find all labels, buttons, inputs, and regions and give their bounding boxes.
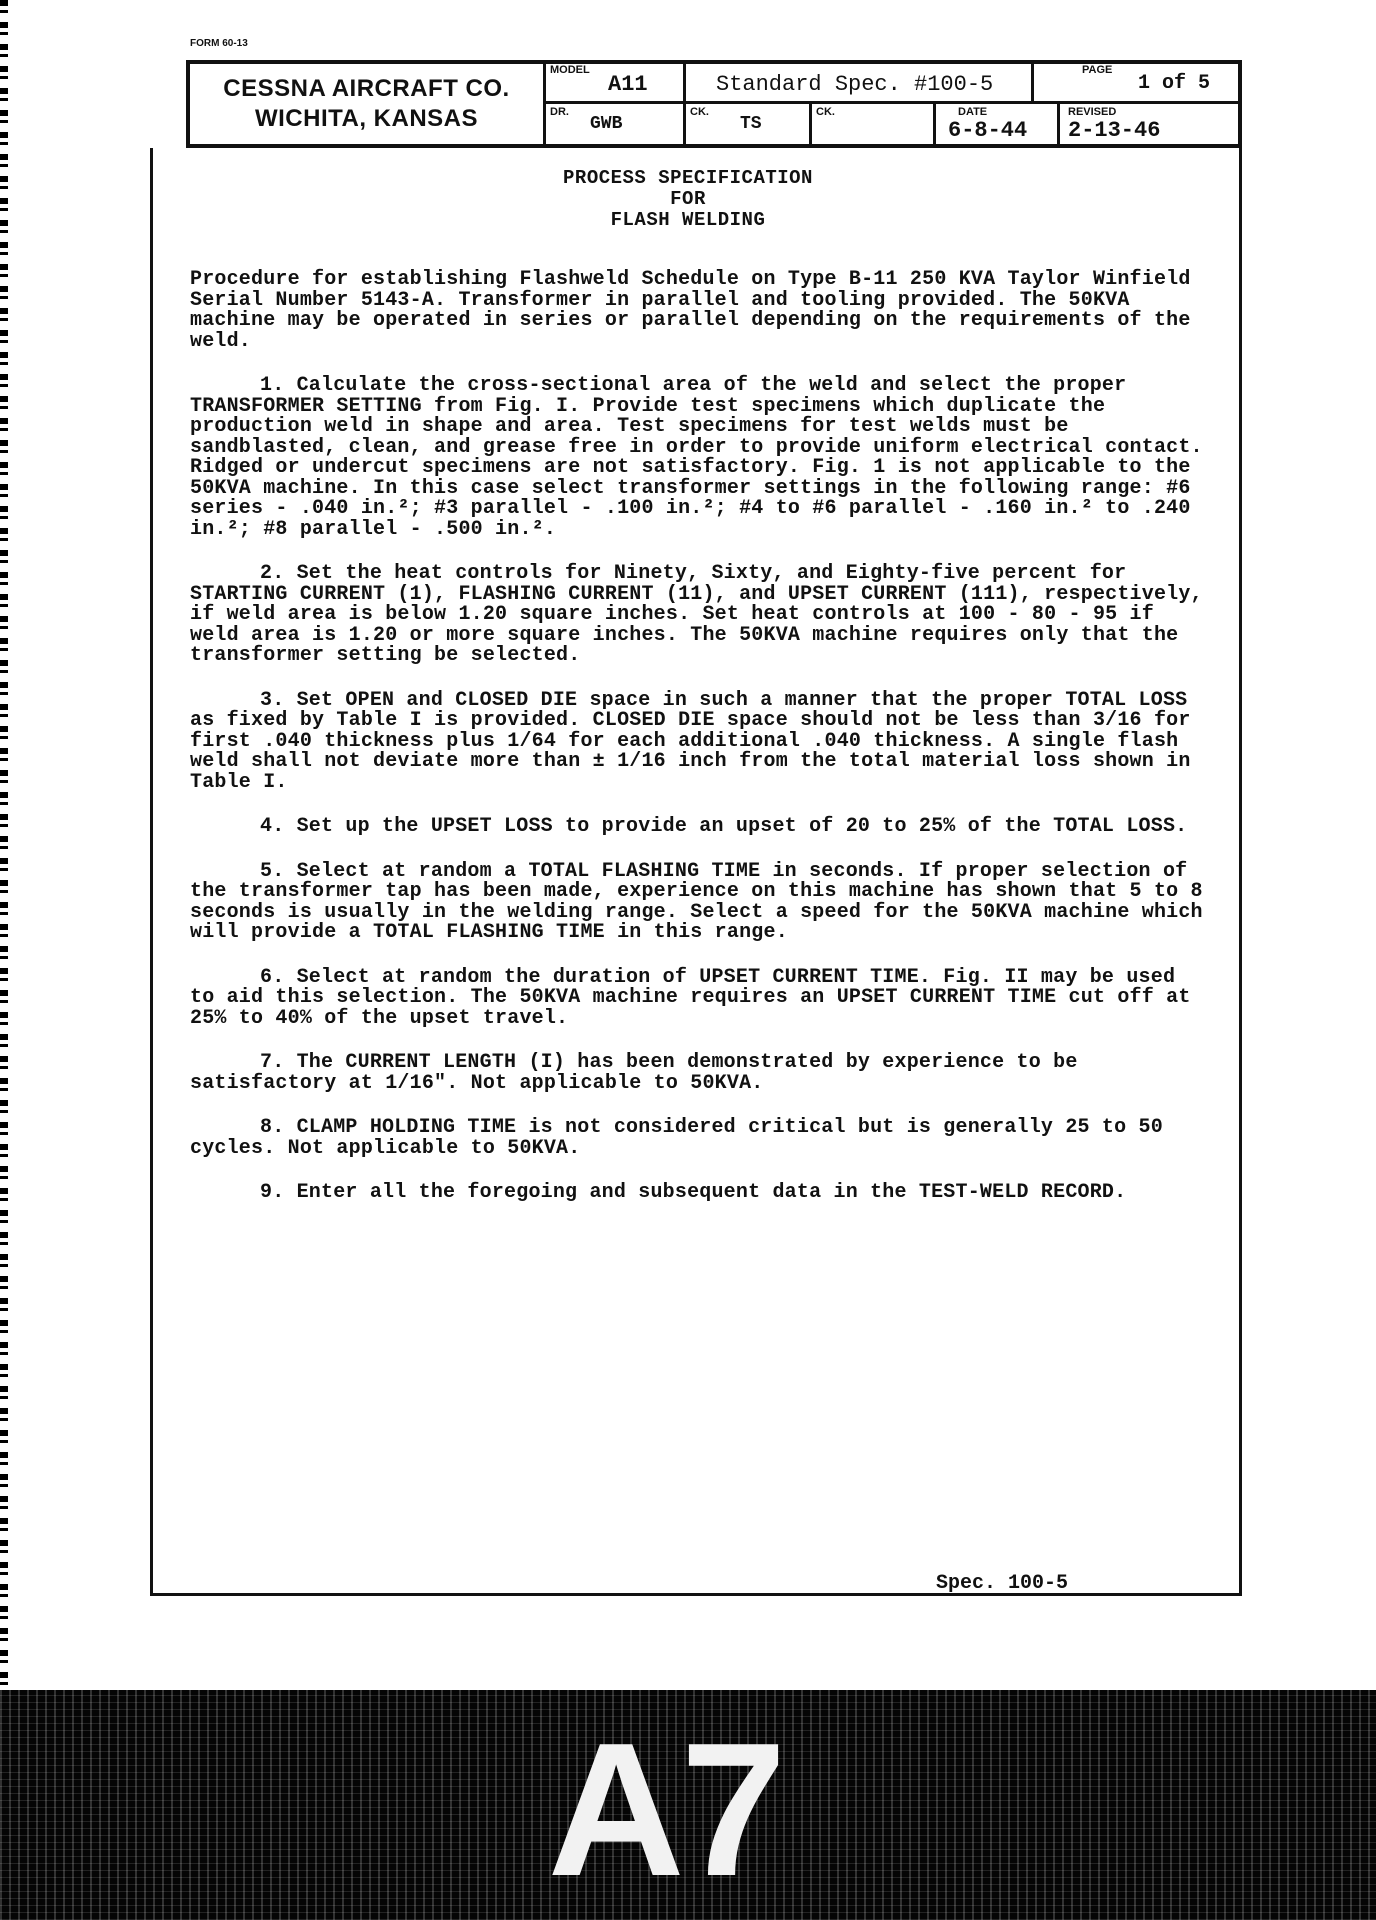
ck1-caption: CK. (690, 106, 709, 118)
drawn-by-cell (546, 104, 686, 144)
revised-value: 2-13-46 (1068, 118, 1161, 143)
revised-cell (1060, 104, 1238, 144)
page-value: 1 of 5 (1138, 72, 1211, 95)
procedure-item-3: 3. Set OPEN and CLOSED DIE space in such a manner that the proper TOTAL LOSS as fixed by Table I is provided. CLOSED DIE space should not be less than 3/16 for first .040 thickness plus 1/64 for each additional .040 thickness. A single flash weld shall not deviate more than ± 1/16 inch from the total material loss shown in Table I. (190, 688, 1191, 794)
page-cell (1034, 64, 1238, 104)
title-block-header (186, 60, 1242, 148)
ck1-value: TS (740, 114, 762, 134)
spec-cell (686, 64, 1034, 104)
dr-caption: DR. (550, 106, 569, 118)
document-body (190, 270, 1210, 1228)
checked-by-cell (686, 104, 812, 144)
company-line1: CESSNA AIRCRAFT CO. (223, 75, 510, 102)
model-cell (546, 64, 686, 104)
company-name (190, 64, 546, 144)
revised-caption: REVISED (1068, 106, 1117, 118)
procedure-item-1: 1. Calculate the cross-sectional area of the weld and select the proper TRANSFORMER SETTING from Fig. I. Provide test specimens which duplicate the production weld in shape and area. Test specimens for test welds must be sandblasted, clean, and grease free in order to provide uniform electrical contact. Ridged or undercut specimens are not satisfactory. Fig. 1 is not applicable to the 50KVA machine. In this case select transformer settings in the following range: #6 series - .040 in.²; #3 parallel - .100 in.²; #4 to #6 parallel - .160 in.² to .240 in.²; #8 parallel - .500 in.². (190, 374, 1203, 541)
procedure-item-5: 5. Select at random a TOTAL FLASHING TIME in seconds. If proper selection of the transformer tap has been made, experience on this machine has shown that 5 to 8 seconds is usually in the welding range. Select a speed for the 50KVA machine which will provide a TOTAL FLASHING TIME in this range. (190, 859, 1203, 944)
model-caption: MODEL (550, 64, 590, 76)
procedure-item-9: 9. Enter all the foregoing and subsequent data in the TEST-WELD RECORD. (260, 1181, 1127, 1204)
document-title (0, 168, 1376, 231)
procedure-item-6: 6. Select at random the duration of UPSET CURRENT TIME. Fig. II may be used to aid this selection. The 50KVA machine requires an UPSET CURRENT TIME cut off at 25% to 40% of the upset travel. (190, 965, 1191, 1030)
date-caption: DATE (958, 106, 988, 118)
spec-footer: Spec. 100-5 (936, 1572, 1069, 1595)
checked-by-2-cell (812, 104, 936, 144)
ck2-caption: CK. (816, 106, 835, 118)
model-value: A11 (608, 72, 648, 97)
dr-value: GWB (590, 114, 623, 134)
title-line1: PROCESS SPECIFICATION (563, 167, 813, 189)
procedure-item-8: 8. CLAMP HOLDING TIME is not considered critical but is generally 25 to 50 cycles. Not applicable to 50KVA. (190, 1116, 1163, 1160)
film-frame-label: A7 (547, 1704, 783, 1916)
spec-value: Standard Spec. #100-5 (716, 72, 994, 97)
procedure-item-2: 2. Set the heat controls for Ninety, Sixty, and Eighty-five percent for STARTING CURRENT (1), FLASHING CURRENT (11), and UPSET CURRENT (111), respectively, if weld area is below 1.20 square inches. Set heat controls at 100 - 80 - 95 if weld area is 1.20 or more square inches. The 50KVA machine requires only that the transformer setting be selected. (190, 562, 1203, 667)
date-cell (936, 104, 1060, 144)
intro-paragraph: Procedure for establishing Flashweld Schedule on Type B-11 250 KVA Taylor Winfield Serial Number 5143-A. Transformer in parallel and tooling provided. The 50KVA machine may be operated in series or parallel depending on the requirements of the weld. (190, 268, 1191, 353)
page-caption: PAGE (1082, 64, 1113, 76)
title-line2: FOR (670, 188, 706, 210)
title-line3: FLASH WELDING (610, 209, 766, 231)
procedure-item-7: 7. The CURRENT LENGTH (I) has been demonstrated by experience to be satisfactory at 1/16". Not applicable to 50KVA. (190, 1051, 1078, 1095)
company-line2: WICHITA, KANSAS (254, 105, 479, 132)
form-code: FORM 60-13 (190, 38, 248, 49)
procedure-item-4: 4. Set up the UPSET LOSS to provide an upset of 20 to 25% of the TOTAL LOSS. (260, 815, 1188, 838)
scan-edge (0, 0, 8, 1700)
date-value: 6-8-44 (948, 118, 1028, 143)
